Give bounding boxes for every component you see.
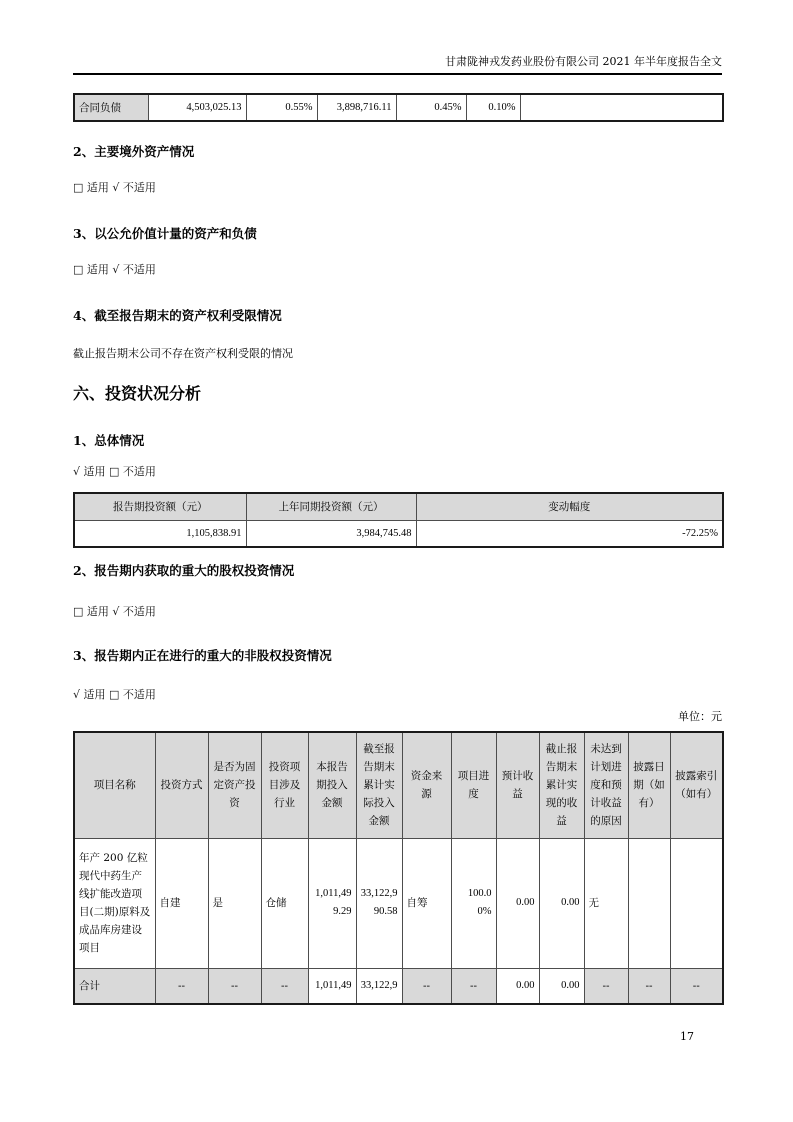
percent-cell: 0.55% (246, 94, 317, 121)
percent-cell: -72.25% (416, 520, 723, 547)
total-realized-return-cell: 0.00 (539, 968, 584, 1004)
applicability-line: □ 适用 √ 不适用 (73, 181, 156, 194)
page-number: 17 (680, 1030, 694, 1043)
column-header: 变动幅度 (416, 493, 723, 520)
dash-cell: -- (208, 968, 261, 1004)
column-header: 投资方式 (155, 732, 208, 838)
total-row (74, 968, 723, 1004)
section-title-fair-value: 3、以公允价值计量的资产和负债 (73, 226, 257, 241)
column-header: 报告期投资额（元） (74, 493, 246, 520)
column-header: 项目进度 (451, 732, 496, 838)
total-period-amount-cell: 1,011,49 (308, 968, 356, 1004)
project-data-row (74, 838, 723, 968)
progress-cell: 100.00% (451, 838, 496, 968)
dash-cell: -- (261, 968, 308, 1004)
document-title: 甘肃陇神戎发药业股份有限公司 2021 年半年度报告全文 (445, 55, 722, 68)
percent-cell: 0.45% (396, 94, 466, 121)
table-value-row (74, 520, 723, 547)
fixed-asset-cell: 是 (208, 838, 261, 968)
overall-investment-table (73, 492, 724, 548)
column-header: 资金来源 (402, 732, 451, 838)
total-expected-return-cell: 0.00 (496, 968, 539, 1004)
disclosure-date-cell (628, 838, 670, 968)
total-cumulative-amount-cell: 33,122,9 (356, 968, 402, 1004)
section-title-restricted-assets: 4、截至报告期末的资产权利受限情况 (73, 308, 282, 323)
dash-cell: -- (451, 968, 496, 1004)
empty-cell (520, 94, 723, 121)
realized-return-cell: 0.00 (539, 838, 584, 968)
applicability-line: □ 适用 √ 不适用 (73, 263, 156, 276)
expected-return-cell: 0.00 (496, 838, 539, 968)
row-label-cell: 合同负债 (74, 94, 148, 121)
section-title-overall: 1、总体情况 (73, 433, 145, 448)
column-header: 本报告期投入金额 (308, 732, 356, 838)
column-header: 预计收益 (496, 732, 539, 838)
applicability-line: √ 适用 □ 不适用 (73, 465, 156, 478)
dash-cell: -- (402, 968, 451, 1004)
column-header: 未达到计划进度和预计收益的原因 (584, 732, 628, 838)
column-header: 披露索引（如有） (670, 732, 723, 838)
dash-cell: -- (584, 968, 628, 1004)
cumulative-amount-cell: 33,122,990.58 (356, 838, 402, 968)
dash-cell: -- (155, 968, 208, 1004)
contract-liabilities-row (74, 94, 723, 121)
project-name-cell: 年产 200 亿粒现代中药生产线扩能改造项目(二期)原料及成品库房建设项目 (74, 838, 155, 968)
disclosure-index-cell (670, 838, 723, 968)
amount-cell: 4,503,025.13 (148, 94, 246, 121)
section-title-equity-investment: 2、报告期内获取的重大的股权投资情况 (73, 563, 295, 578)
dash-cell: -- (670, 968, 723, 1004)
total-label-cell: 合计 (74, 968, 155, 1004)
column-header: 披露日期（如有） (628, 732, 670, 838)
period-amount-cell: 1,011,499.29 (308, 838, 356, 968)
column-header: 上年同期投资额（元） (246, 493, 416, 520)
reason-cell: 无 (584, 838, 628, 968)
table-header-row (74, 732, 723, 838)
table-header-row (74, 493, 723, 520)
applicability-line: □ 适用 √ 不适用 (73, 605, 156, 618)
column-header: 项目名称 (74, 732, 155, 838)
non-equity-investment-table (73, 731, 724, 1005)
column-header: 投资项目涉及行业 (261, 732, 308, 838)
column-header: 截至报告期末累计实际投入金额 (356, 732, 402, 838)
percent-cell: 0.10% (466, 94, 520, 121)
investment-method-cell: 自建 (155, 838, 208, 968)
dash-cell: -- (628, 968, 670, 1004)
chapter-title-investment-analysis: 六、投资状况分析 (73, 384, 202, 403)
applicability-line: √ 适用 □ 不适用 (73, 688, 156, 701)
amount-cell: 1,105,838.91 (74, 520, 246, 547)
unit-label: 单位：元 (678, 710, 722, 723)
document-header (73, 54, 722, 75)
amount-cell: 3,898,716.11 (317, 94, 396, 121)
funding-source-cell: 自筹 (402, 838, 451, 968)
contract-liabilities-table (73, 93, 724, 122)
section-title-overseas-assets: 2、主要境外资产情况 (73, 144, 195, 159)
amount-cell: 3,984,745.48 (246, 520, 416, 547)
section-title-non-equity-investment: 3、报告期内正在进行的重大的非股权投资情况 (73, 648, 332, 663)
industry-cell: 仓储 (261, 838, 308, 968)
restricted-assets-note: 截止报告期末公司不存在资产权利受限的情况 (73, 347, 293, 360)
column-header: 截止报告期末累计实现的收益 (539, 732, 584, 838)
column-header: 是否为固定资产投资 (208, 732, 261, 838)
